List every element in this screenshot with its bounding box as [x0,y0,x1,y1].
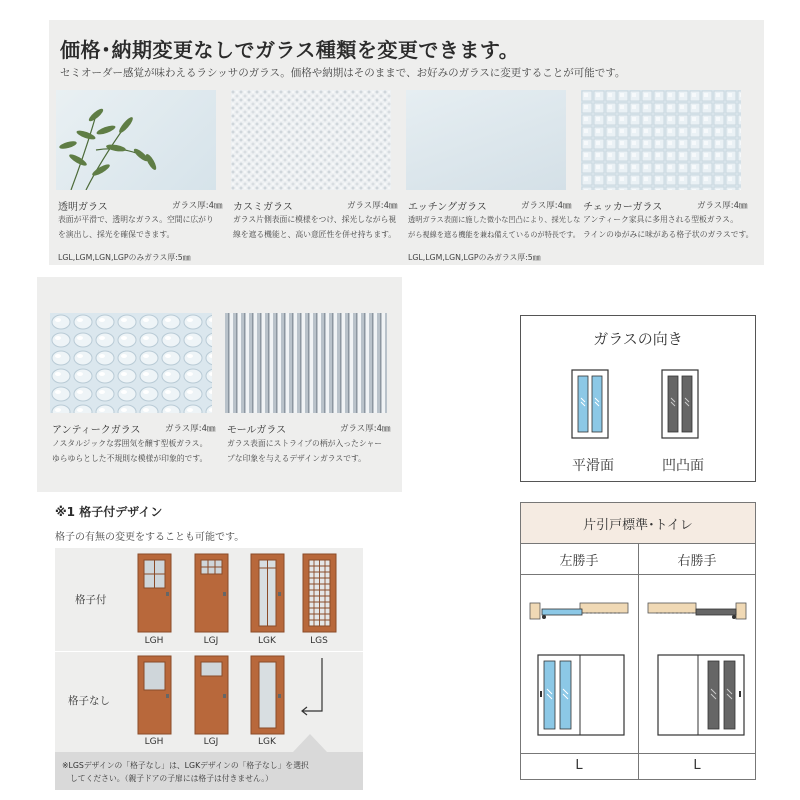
grid-design-subtitle: 格子の有無の変更をすることも可能です。 [55,532,245,543]
door-code: LGJ [203,737,219,747]
kasumi-glass-image [231,90,391,190]
arrow-icon [302,658,322,715]
right-elevation-view [658,655,744,735]
glass-desc: 表面が平滑で、透明なガラス。空間に広がり を演出し、採光を確保できます。 [58,215,214,239]
door-code: LGH [144,636,164,646]
right-plan-view [648,603,746,619]
glass-thickness: ガラス厚:4㎜ [340,424,391,434]
glass-thickness: ガラス厚:4㎜ [165,424,216,434]
door-code: LGS [310,636,328,646]
left-elevation-view [538,655,624,735]
glass-note: LGL,LGM,LGN,LGPのみガラス厚:5㎜ [408,253,541,262]
glass-thickness: ガラス厚:4㎜ [697,201,748,211]
glass-name: カスミガラス [233,202,293,213]
glass-orientation-title: ガラスの向き [593,330,683,348]
glass-thickness: ガラス厚:4㎜ [521,201,572,211]
table-header-label: 片引戸標準･トイレ [583,518,693,533]
door-code: LGK [258,737,276,747]
section-title: 価格･納期変更なしでガラス種類を変更できます。 [60,38,520,62]
glass-desc: ガラス表面にストライプの柄が入ったシャー プな印象を与えるデザインガラスです。 [227,439,383,463]
grid-design-title: ※1 格子付デザイン [55,505,163,519]
glass-name: アンティークガラス [52,425,141,436]
glass-desc: ガラス片側表面に模様をつけ、採光しながら視 線を遮る機能と、高い意匠性を併せ持ちます。 [233,215,397,239]
glass-thickness: ガラス厚:4㎜ [172,201,223,211]
door-lgh-grid [138,554,171,632]
section-subtitle: セミオーダー感覚が味わえるラシッサのガラス。価格や納期はそのままで、お好みのガラスに変更することが可能です。 [60,67,626,79]
left-plan-view [530,603,628,619]
door-lgj-plain [195,656,228,734]
glass-name: エッチングガラス [408,202,487,213]
door-lgk-grid [251,554,284,632]
right-hand-label: 右勝手 [677,554,717,569]
glass-desc: ノスタルジックな雰囲気を醸す型板ガラス。 ゆらゆらとした不規則な模様が印象的です。 [52,439,208,463]
door-code: LGH [144,737,164,747]
etching-glass-image [406,90,566,190]
clear-glass-image [56,90,216,190]
door-code: LGJ [203,636,219,646]
row-label-with-grid: 格子付 [75,594,107,606]
door-lgh-plain [138,656,171,734]
row-label-without-grid: 格子なし [68,695,110,707]
grid-note-line: ※LGSデザインの「格子なし」は、LGKデザインの「格子なし」を選択 [62,761,309,770]
grid-note-line: してください。（親子ドアの子扉には格子は付きません。） [70,774,273,783]
smooth-side-icon [572,370,608,438]
glass-thickness: ガラス厚:4㎜ [347,201,398,211]
glass-note: LGL,LGM,LGN,LGPのみガラス厚:5㎜ [58,253,191,262]
glass-name: チェッカーガラス [583,202,663,213]
right-dimension-label: L [693,758,701,773]
note-pointer [293,734,327,752]
glass-desc: 透明ガラス表面に施した微小な凹凸により、採光しな がら視線を遮る機能を兼ね備えているのが特長です。 [408,215,581,239]
rough-side-icon [662,370,698,438]
glass-desc: アンティーク家具に多用される型板ガラス。 ラインのゆがみに味がある格子状のガラスです。 [583,215,754,239]
antique-glass-image [50,313,212,413]
rough-side-label: 凹凸面 [662,458,704,474]
door-lgs-grid [303,554,336,632]
smooth-side-label: 平滑面 [572,458,614,474]
door-code: LGK [258,636,276,646]
grid-note-box [55,752,363,790]
left-dimension-label: L [575,758,583,773]
glass-name: 透明ガラス [58,202,108,213]
sliding-door-diagrams [520,597,756,747]
mall-glass-image [225,313,387,413]
sliding-door-table [520,502,756,780]
left-hand-label: 左勝手 [559,554,599,569]
orientation-illustration [560,368,710,443]
door-illustrations [55,548,363,753]
door-lgk-plain [251,656,284,734]
door-lgj-grid [195,554,228,632]
checker-glass-image [581,90,741,190]
glass-name: モールガラス [227,425,287,436]
